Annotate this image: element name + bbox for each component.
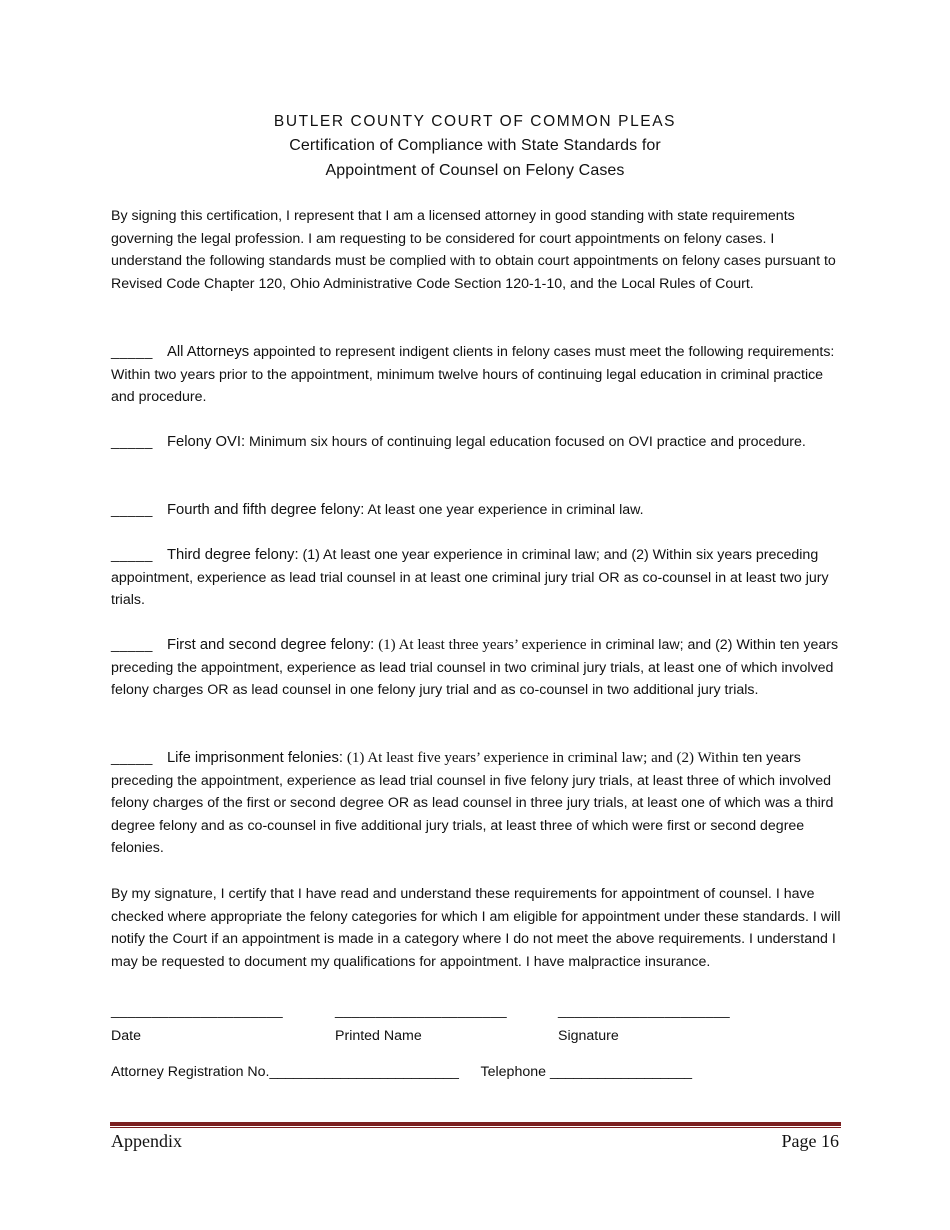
date-field[interactable] — [111, 1002, 283, 1046]
intro-text: By signing this certification, I represent that I am a licensed attorney in good standing with state requirements governing the legal profession. I am requesting to be considered for court appointments on felony cases. I understand the following standards must be complied with to obtain court appointments on felony cases pursuant to Revised Code Chapter 120, Ohio Administrative Code Section 120-1-10, and the Local Rules of Court. — [111, 208, 836, 292]
item-label: Felony OVI: — [166, 434, 246, 450]
item-label: Third degree felony: — [166, 547, 299, 563]
item-text: appointed to represent indigent clients in felony cases must meet the following requirements: Within two years prior to the appointment, minimum twelve hours of continuing legal education in criminal practice and procedure. — [111, 344, 835, 406]
intro-paragraph — [111, 205, 841, 295]
closing-text: By my signature, I certify that I have read and understand these requirements for appointment of counsel. I have checked where appropriate the felony categories for which I am eligible for appointment under these standards. I will notify the Court if an appointment is made in a category where I do not meet the above requirements. I understand I may be requested to document my qualifications for appointment. I have malpractice insurance. — [111, 886, 841, 970]
item-label: First and second degree felony: — [166, 637, 375, 653]
signature-line[interactable]: _____________________ — [558, 1003, 730, 1019]
signature-label: Signature — [558, 1028, 619, 1044]
item-life-imprisonment[interactable] — [111, 747, 841, 860]
checkbox-blank[interactable]: _____ — [111, 750, 153, 766]
footer-rule-thin — [110, 1127, 841, 1128]
telephone-line[interactable]: __________________ — [549, 1064, 692, 1080]
item-third-degree[interactable] — [111, 544, 841, 612]
printed-name-label: Printed Name — [335, 1028, 422, 1044]
item-label: Fourth and fifth degree felony: — [166, 502, 365, 518]
printed-name-line[interactable]: _____________________ — [335, 1003, 507, 1019]
footer-appendix: Appendix — [111, 1131, 182, 1151]
item-label: All Attorneys — [166, 344, 250, 360]
checkbox-blank[interactable]: _____ — [111, 502, 153, 518]
item-text-rest: ten years preceding the appointment, experience as lead trial counsel in five felony jury trials, at least three of which involved felony charges of the first or second degree OR as lead counsel in three jury trials, at least one of which was a third degree felony and as co-counsel in five additional jury trials, at least three of which were first or second degree felonies. — [111, 750, 834, 857]
checkbox-blank[interactable]: _____ — [111, 434, 153, 450]
checkbox-blank[interactable]: _____ — [111, 344, 153, 360]
page-number: Page 16 — [781, 1131, 839, 1151]
document-header — [0, 111, 950, 183]
item-all-attorneys[interactable] — [111, 341, 841, 409]
footer-rule — [110, 1122, 841, 1126]
printed-name-field[interactable] — [335, 1002, 507, 1046]
registration-line[interactable]: ________________________ — [269, 1064, 459, 1080]
checkbox-blank[interactable]: _____ — [111, 547, 153, 563]
court-title: BUTLER COUNTY COURT OF COMMON PLEAS — [273, 113, 677, 130]
item-text: Minimum six hours of continuing legal education focused on OVI practice and procedure. — [245, 434, 806, 450]
item-text-serif: (1) At least three years’ experience — [378, 637, 587, 653]
checkbox-blank[interactable]: _____ — [111, 637, 153, 653]
item-fourth-fifth-degree[interactable] — [111, 499, 841, 522]
item-text-rest: in criminal law; and (2) Within ten years preceding the appointment, experience as lead trial counsel in two criminal jury trials, at least one of which involved felony charges OR as lead counsel in one felony jury trial and as co-counsel in two additional jury trials. — [111, 637, 839, 699]
date-line[interactable]: _____________________ — [111, 1003, 283, 1019]
closing-paragraph — [111, 883, 841, 973]
item-label: Life imprisonment felonies: — [166, 750, 343, 766]
date-label: Date — [111, 1028, 141, 1044]
item-first-second-degree[interactable] — [111, 634, 841, 702]
signature-field[interactable] — [558, 1002, 730, 1046]
item-text-serif: (1) At least five years’ experience in criminal law; and (2) Within — [346, 750, 739, 766]
form-subtitle-line-1: Certification of Compliance with State Standards for — [289, 137, 661, 154]
form-subtitle-line-2: Appointment of Counsel on Felony Cases — [325, 162, 625, 179]
item-text: At least one year experience in criminal law. — [364, 502, 644, 518]
item-text: (1) At least one year experience in criminal law; and (2) Within six years preceding appointment, experience as lead trial counsel in at least one criminal jury trial OR as co-counsel in at least two jury trials. — [111, 547, 829, 609]
registration-row — [111, 1064, 692, 1080]
telephone-label: Telephone — [480, 1064, 550, 1080]
item-felony-ovi[interactable] — [111, 431, 841, 454]
registration-label: Attorney Registration No. — [111, 1064, 270, 1080]
